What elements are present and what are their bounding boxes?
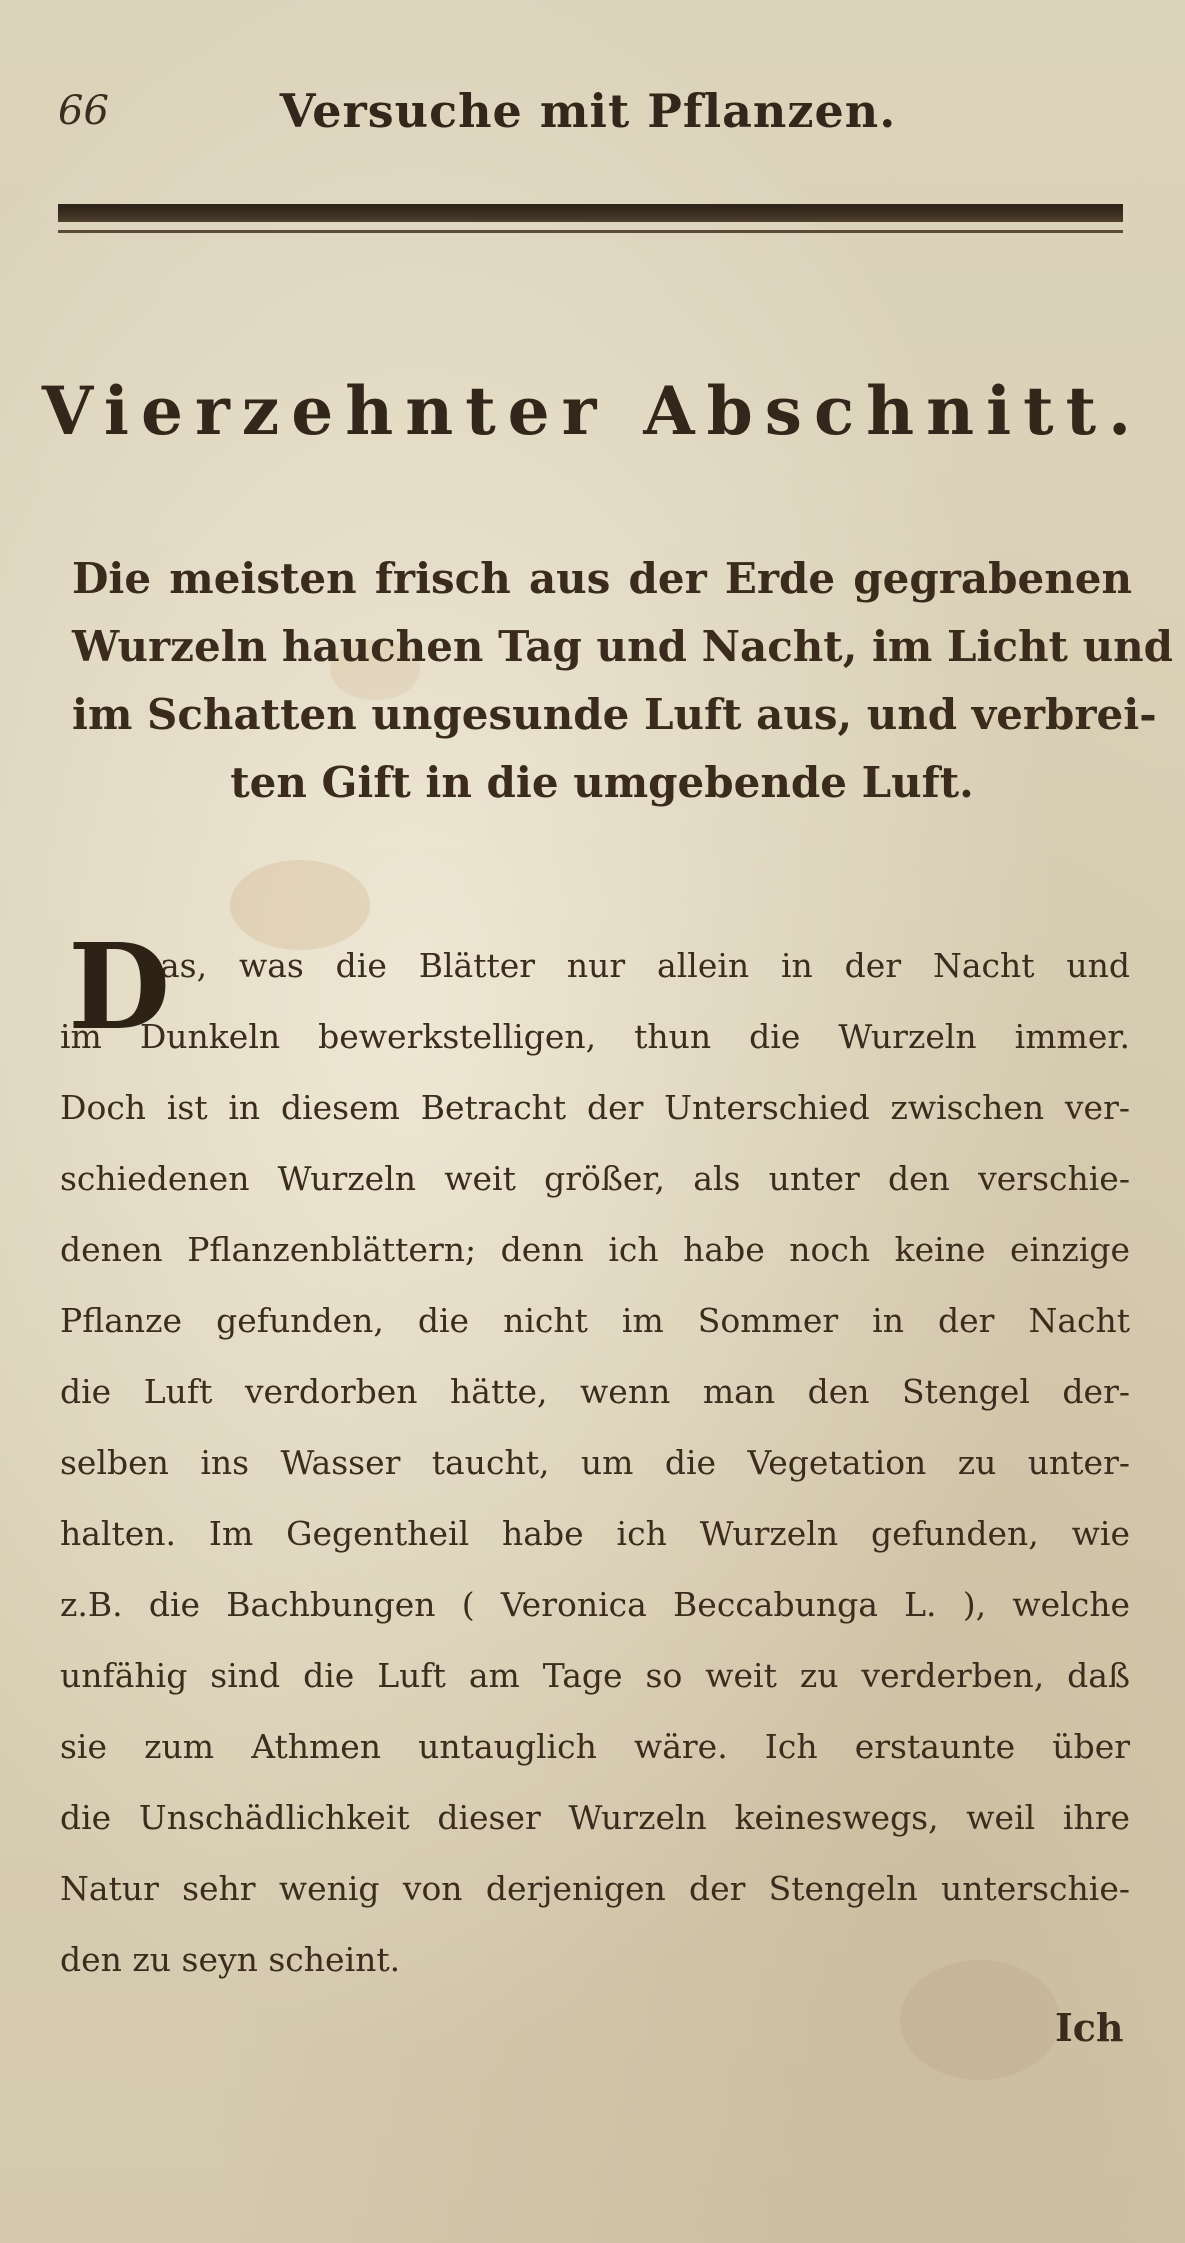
- drop-cap-initial: D: [68, 917, 171, 1056]
- page-number: 66: [58, 88, 109, 134]
- body-line: Doch ist in diesem Betracht der Unterschied zwischen ver-: [60, 1088, 1130, 1127]
- chapter-title: Vierzehnter Abschnitt.: [41, 372, 1144, 450]
- body-line: unfähig sind die Luft am Tage so weit zu verderben, daß: [60, 1656, 1130, 1695]
- running-head: Versuche mit Pflanzen.: [279, 84, 897, 138]
- body-line: die Luft verdorben hätte, wenn man den Stengel der-: [60, 1372, 1130, 1411]
- summary-line: im Schatten ungesunde Luft aus, und verbrei-: [72, 690, 1157, 739]
- page-header: [58, 80, 1118, 150]
- body-line: schiedenen Wurzeln weit größer, als unter den verschie-: [60, 1159, 1130, 1198]
- body-line: im Dunkeln bewerkstelligen, thun die Wurzeln immer.: [60, 1017, 1130, 1056]
- catchword: Ich: [1055, 2005, 1124, 2050]
- body-line: z.B. die Bachbungen ( Veronica Beccabunga L. ), welche: [60, 1585, 1130, 1624]
- body-line: die Unschädlichkeit dieser Wurzeln keineswegs, weil ihre: [60, 1798, 1130, 1837]
- body-line: as, was die Blätter nur allein in der Nacht und: [160, 946, 1130, 985]
- body-line: Pflanze gefunden, die nicht im Sommer in der Nacht: [60, 1301, 1130, 1340]
- body-line: Natur sehr wenig von derjenigen der Stengeln unterschie-: [60, 1869, 1130, 1908]
- body-line: halten. Im Gegentheil habe ich Wurzeln gefunden, wie: [60, 1514, 1130, 1553]
- summary-line: Die meisten frisch aus der Erde gegrabenen: [72, 554, 1132, 603]
- body-line: den zu seyn scheint.: [60, 1940, 401, 1979]
- body-line: selben ins Wasser taucht, um die Vegetation zu unter-: [60, 1443, 1130, 1482]
- body-text: [60, 917, 1130, 1995]
- header-rule-thin: [58, 230, 1123, 233]
- chapter-summary: [72, 545, 1174, 817]
- body-line: sie zum Athmen untauglich wäre. Ich erstaunte über: [60, 1727, 1130, 1766]
- summary-line: ten Gift in die umgebende Luft.: [230, 758, 974, 807]
- summary-line: Wurzeln hauchen Tag und Nacht, im Licht und: [72, 622, 1174, 671]
- header-rule-thick: [58, 204, 1123, 222]
- body-line: denen Pflanzenblättern; denn ich habe noch keine einzige: [60, 1230, 1130, 1269]
